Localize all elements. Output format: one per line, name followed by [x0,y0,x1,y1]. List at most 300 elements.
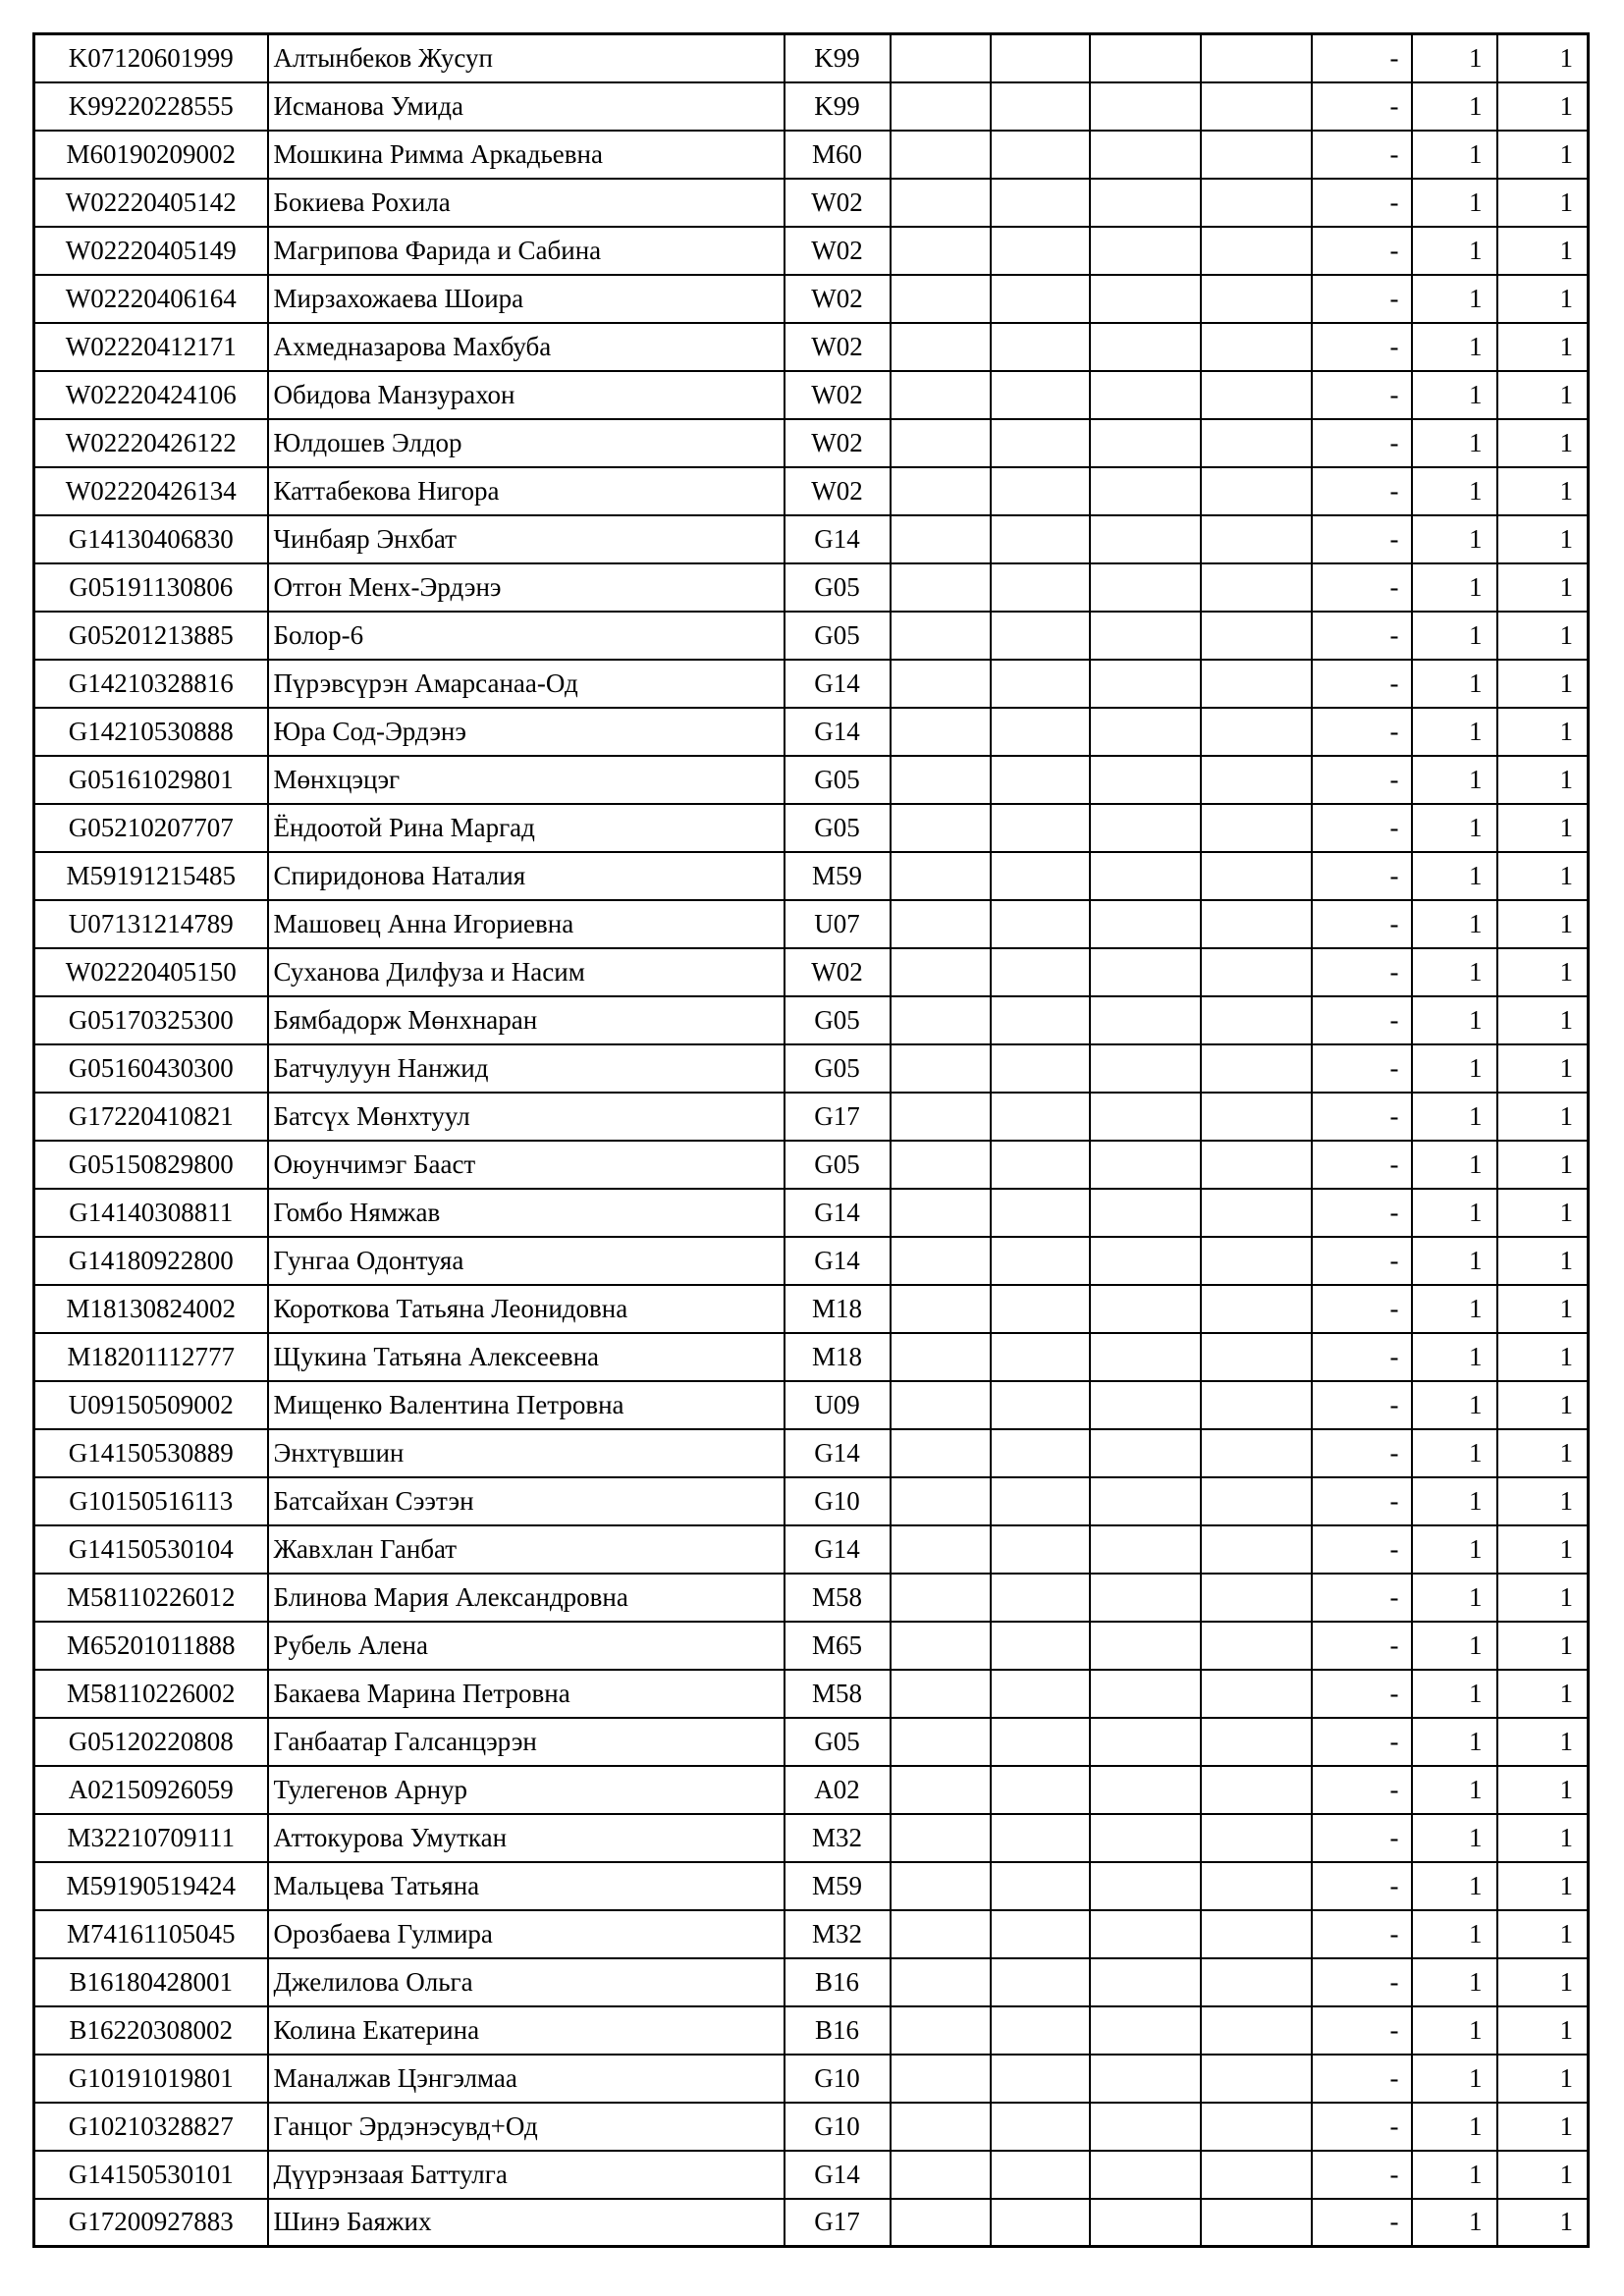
dash-cell: - [1312,1141,1412,1189]
blank-cell [891,948,991,996]
count-cell: 1 [1497,996,1589,1044]
name-cell: Мирзахожаева Шоира [268,275,785,323]
count-cell: 1 [1497,1525,1589,1574]
count-cell: 1 [1412,131,1497,179]
blank-cell [891,1525,991,1574]
blank-cell [1090,1237,1201,1285]
table-row [34,419,1589,467]
name-cell: Маналжав Цэнгэлмаа [268,2055,785,2103]
blank-cell [891,131,991,179]
table-row [34,1189,1589,1237]
blank-cell [1090,1622,1201,1670]
code-cell: G05 [785,563,891,612]
blank-cell [891,1718,991,1766]
blank-cell [891,1237,991,1285]
id-cell: W02220424106 [34,371,268,419]
code-cell: G14 [785,708,891,756]
table-row [34,1044,1589,1093]
blank-cell [891,1333,991,1381]
count-cell: 1 [1412,1670,1497,1718]
count-cell: 1 [1497,131,1589,179]
blank-cell [1090,1718,1201,1766]
count-cell: 1 [1412,467,1497,515]
blank-cell [891,1862,991,1910]
blank-cell [1090,275,1201,323]
code-cell: G05 [785,996,891,1044]
blank-cell [1090,179,1201,227]
table-row [34,563,1589,612]
dash-cell: - [1312,467,1412,515]
code-cell: M59 [785,1862,891,1910]
id-cell: W02220426122 [34,419,268,467]
name-cell: Батсүх Мөнхтуул [268,1093,785,1141]
blank-cell [891,1044,991,1093]
name-cell: Мөнхцэцэг [268,756,785,804]
name-cell: Колина Екатерина [268,2006,785,2055]
dash-cell: - [1312,275,1412,323]
blank-cell [1090,2006,1201,2055]
name-cell: Оюунчимэг Бааст [268,1141,785,1189]
blank-cell [891,1141,991,1189]
code-cell: B16 [785,2006,891,2055]
count-cell: 1 [1497,179,1589,227]
blank-cell [1090,563,1201,612]
blank-cell [1090,467,1201,515]
blank-cell [1090,804,1201,852]
blank-cell [1201,2199,1312,2247]
code-cell: M65 [785,1622,891,1670]
blank-cell [991,1237,1090,1285]
blank-cell [891,1958,991,2006]
code-cell: W02 [785,371,891,419]
name-cell: Отгон Менх-Эрдэнэ [268,563,785,612]
blank-cell [1090,419,1201,467]
id-cell: G05170325300 [34,996,268,1044]
id-cell: G14210530888 [34,708,268,756]
blank-cell [891,1910,991,1958]
id-cell: B16220308002 [34,2006,268,2055]
count-cell: 1 [1497,948,1589,996]
code-cell: M18 [785,1333,891,1381]
dash-cell: - [1312,2055,1412,2103]
dash-cell: - [1312,1477,1412,1525]
name-cell: Болор-6 [268,612,785,660]
dash-cell: - [1312,82,1412,131]
blank-cell [891,1670,991,1718]
table-row [34,1429,1589,1477]
blank-cell [991,179,1090,227]
blank-cell [891,515,991,563]
count-cell: 1 [1412,515,1497,563]
code-cell: K99 [785,82,891,131]
count-cell: 1 [1412,275,1497,323]
blank-cell [991,1429,1090,1477]
blank-cell [891,275,991,323]
table-row [34,82,1589,131]
count-cell: 1 [1412,1958,1497,2006]
name-cell: Блинова Мария Александровна [268,1574,785,1622]
id-cell: A02150926059 [34,1766,268,1814]
count-cell: 1 [1412,1429,1497,1477]
name-cell: Энхтүвшин [268,1429,785,1477]
blank-cell [891,1574,991,1622]
blank-cell [1201,660,1312,708]
count-cell: 1 [1412,996,1497,1044]
blank-cell [1090,1189,1201,1237]
id-cell: G05120220808 [34,1718,268,1766]
id-cell: U09150509002 [34,1381,268,1429]
count-cell: 1 [1412,1189,1497,1237]
blank-cell [891,82,991,131]
dash-cell: - [1312,1093,1412,1141]
blank-cell [1201,1574,1312,1622]
dash-cell: - [1312,1044,1412,1093]
name-cell: Пүрэвсүрэн Амарсанаа-Од [268,660,785,708]
count-cell: 1 [1497,804,1589,852]
code-cell: G14 [785,1429,891,1477]
code-cell: G05 [785,612,891,660]
blank-cell [1201,1766,1312,1814]
code-cell: G10 [785,2103,891,2151]
blank-cell [991,1333,1090,1381]
blank-cell [991,2103,1090,2151]
dash-cell: - [1312,660,1412,708]
dash-cell: - [1312,2103,1412,2151]
table-row [34,2199,1589,2247]
name-cell: Бокиева Рохила [268,179,785,227]
dash-cell: - [1312,1381,1412,1429]
code-cell: M32 [785,1814,891,1862]
blank-cell [1090,131,1201,179]
blank-cell [991,467,1090,515]
code-cell: G17 [785,2199,891,2247]
blank-cell [891,2151,991,2199]
id-cell: M59190519424 [34,1862,268,1910]
count-cell: 1 [1497,1766,1589,1814]
dash-cell: - [1312,1766,1412,1814]
table-row [34,1622,1589,1670]
count-cell: 1 [1412,1285,1497,1333]
table-row [34,1477,1589,1525]
code-cell: U09 [785,1381,891,1429]
count-cell: 1 [1497,515,1589,563]
dash-cell: - [1312,2151,1412,2199]
dash-cell: - [1312,1333,1412,1381]
id-cell: W02220406164 [34,275,268,323]
count-cell: 1 [1497,419,1589,467]
table-row [34,1093,1589,1141]
dash-cell: - [1312,2199,1412,2247]
code-cell: M59 [785,852,891,900]
blank-cell [891,1285,991,1333]
blank-cell [1090,900,1201,948]
blank-cell [991,660,1090,708]
blank-cell [991,900,1090,948]
table-row [34,515,1589,563]
name-cell: Обидова Манзурахон [268,371,785,419]
table-row [34,1237,1589,1285]
count-cell: 1 [1497,2199,1589,2247]
id-cell: K99220228555 [34,82,268,131]
blank-cell [991,2199,1090,2247]
name-cell: Юлдошев Элдор [268,419,785,467]
id-cell: U07131214789 [34,900,268,948]
blank-cell [1090,1429,1201,1477]
blank-cell [991,1525,1090,1574]
id-cell: W02220412171 [34,323,268,371]
blank-cell [1201,131,1312,179]
blank-cell [1201,756,1312,804]
dash-cell: - [1312,1574,1412,1622]
blank-cell [891,1381,991,1429]
blank-cell [1090,1141,1201,1189]
blank-cell [1090,371,1201,419]
blank-cell [1201,227,1312,275]
blank-cell [1090,708,1201,756]
id-cell: G14210328816 [34,660,268,708]
id-cell: G05150829800 [34,1141,268,1189]
blank-cell [1201,1237,1312,1285]
blank-cell [1201,900,1312,948]
blank-cell [991,1141,1090,1189]
name-cell: Рубель Алена [268,1622,785,1670]
count-cell: 1 [1497,467,1589,515]
count-cell: 1 [1497,1622,1589,1670]
dash-cell: - [1312,179,1412,227]
blank-cell [1201,419,1312,467]
id-cell: M59191215485 [34,852,268,900]
code-cell: W02 [785,227,891,275]
name-cell: Джелилова Ольга [268,1958,785,2006]
dash-cell: - [1312,1189,1412,1237]
id-cell: M58110226012 [34,1574,268,1622]
name-cell: Мошкина Римма Аркадьевна [268,131,785,179]
id-cell: G05210207707 [34,804,268,852]
dash-cell: - [1312,1285,1412,1333]
code-cell: B16 [785,1958,891,2006]
count-cell: 1 [1497,1237,1589,1285]
blank-cell [891,2199,991,2247]
table-row [34,1814,1589,1862]
count-cell: 1 [1497,1814,1589,1862]
id-cell: G10191019801 [34,2055,268,2103]
dash-cell: - [1312,131,1412,179]
dash-cell: - [1312,1718,1412,1766]
blank-cell [991,419,1090,467]
table-row [34,1670,1589,1718]
dash-cell: - [1312,1910,1412,1958]
id-cell: G14150530104 [34,1525,268,1574]
code-cell: M18 [785,1285,891,1333]
count-cell: 1 [1497,275,1589,323]
count-cell: 1 [1412,2199,1497,2247]
dash-cell: - [1312,900,1412,948]
count-cell: 1 [1497,323,1589,371]
blank-cell [1201,2006,1312,2055]
blank-cell [991,1285,1090,1333]
dash-cell: - [1312,1958,1412,2006]
blank-cell [891,660,991,708]
blank-cell [891,371,991,419]
table-row [34,179,1589,227]
name-cell: Магрипова Фарида и Сабина [268,227,785,275]
table-row [34,804,1589,852]
table-row [34,2151,1589,2199]
table-row [34,1285,1589,1333]
count-cell: 1 [1412,804,1497,852]
blank-cell [1201,612,1312,660]
id-cell: M32210709111 [34,1814,268,1862]
blank-cell [991,756,1090,804]
code-cell: W02 [785,179,891,227]
blank-cell [1090,1381,1201,1429]
count-cell: 1 [1497,1958,1589,2006]
blank-cell [1090,1477,1201,1525]
count-cell: 1 [1412,563,1497,612]
table-row [34,2006,1589,2055]
blank-cell [1090,34,1201,82]
count-cell: 1 [1497,1093,1589,1141]
count-cell: 1 [1497,1670,1589,1718]
dash-cell: - [1312,371,1412,419]
code-cell: W02 [785,323,891,371]
blank-cell [891,467,991,515]
id-cell: G05191130806 [34,563,268,612]
name-cell: Щукина Татьяна Алексеевна [268,1333,785,1381]
code-cell: M32 [785,1910,891,1958]
code-cell: G14 [785,1189,891,1237]
blank-cell [1090,1093,1201,1141]
code-cell: A02 [785,1766,891,1814]
id-cell: G14150530101 [34,2151,268,2199]
table-row [34,34,1589,82]
blank-cell [1201,1093,1312,1141]
count-cell: 1 [1412,852,1497,900]
count-cell: 1 [1412,1622,1497,1670]
blank-cell [991,1814,1090,1862]
blank-cell [1201,1622,1312,1670]
blank-cell [891,419,991,467]
id-cell: G10210328827 [34,2103,268,2151]
count-cell: 1 [1497,660,1589,708]
blank-cell [1201,1910,1312,1958]
blank-cell [991,1958,1090,2006]
blank-cell [1201,804,1312,852]
blank-cell [1201,1670,1312,1718]
id-cell: G05161029801 [34,756,268,804]
dash-cell: - [1312,515,1412,563]
blank-cell [991,996,1090,1044]
blank-cell [1090,996,1201,1044]
blank-cell [1090,852,1201,900]
table-row [34,1525,1589,1574]
blank-cell [891,2006,991,2055]
blank-cell [1201,1429,1312,1477]
blank-cell [991,515,1090,563]
count-cell: 1 [1412,1044,1497,1093]
name-cell: Спиридонова Наталия [268,852,785,900]
blank-cell [1090,1574,1201,1622]
blank-cell [891,2103,991,2151]
blank-cell [991,2055,1090,2103]
name-cell: Шинэ Баяжих [268,2199,785,2247]
blank-cell [991,1574,1090,1622]
name-cell: Жавхлан Ганбат [268,1525,785,1574]
blank-cell [1201,1044,1312,1093]
id-cell: G17200927883 [34,2199,268,2247]
count-cell: 1 [1412,1477,1497,1525]
count-cell: 1 [1412,323,1497,371]
id-cell: G17220410821 [34,1093,268,1141]
dash-cell: - [1312,1237,1412,1285]
blank-cell [1201,563,1312,612]
blank-cell [1090,1670,1201,1718]
table-row [34,1766,1589,1814]
code-cell: G05 [785,756,891,804]
dash-cell: - [1312,756,1412,804]
id-cell: W02220405150 [34,948,268,996]
blank-cell [1201,515,1312,563]
blank-cell [891,900,991,948]
blank-cell [1201,82,1312,131]
count-cell: 1 [1497,1285,1589,1333]
name-cell: Батчулуун Нанжид [268,1044,785,1093]
count-cell: 1 [1497,852,1589,900]
blank-cell [991,275,1090,323]
count-cell: 1 [1412,371,1497,419]
blank-cell [991,2006,1090,2055]
name-cell: Ганцог Эрдэнэсувд+Од [268,2103,785,2151]
count-cell: 1 [1412,2103,1497,2151]
blank-cell [1090,948,1201,996]
dash-cell: - [1312,612,1412,660]
name-cell: Мальцева Татьяна [268,1862,785,1910]
blank-cell [1090,1333,1201,1381]
count-cell: 1 [1497,2006,1589,2055]
code-cell: M58 [785,1574,891,1622]
dash-cell: - [1312,563,1412,612]
dash-cell: - [1312,996,1412,1044]
id-cell: K07120601999 [34,34,268,82]
count-cell: 1 [1412,1910,1497,1958]
blank-cell [1201,275,1312,323]
count-cell: 1 [1497,2151,1589,2199]
table-row [34,1333,1589,1381]
code-cell: G10 [785,2055,891,2103]
count-cell: 1 [1497,1429,1589,1477]
name-cell: Суханова Дилфуза и Насим [268,948,785,996]
name-cell: Дүүрэнзаая Баттулга [268,2151,785,2199]
count-cell: 1 [1412,900,1497,948]
blank-cell [1201,1381,1312,1429]
id-cell: G14140308811 [34,1189,268,1237]
blank-cell [991,371,1090,419]
count-cell: 1 [1412,419,1497,467]
name-cell: Ганбаатар Галсанцэрэн [268,1718,785,1766]
code-cell: G05 [785,1141,891,1189]
dash-cell: - [1312,227,1412,275]
id-cell: G05160430300 [34,1044,268,1093]
count-cell: 1 [1497,2055,1589,2103]
code-cell: W02 [785,419,891,467]
blank-cell [1090,82,1201,131]
count-cell: 1 [1497,708,1589,756]
table-row [34,227,1589,275]
count-cell: 1 [1497,2103,1589,2151]
blank-cell [891,1766,991,1814]
blank-cell [1090,515,1201,563]
blank-cell [991,1718,1090,1766]
